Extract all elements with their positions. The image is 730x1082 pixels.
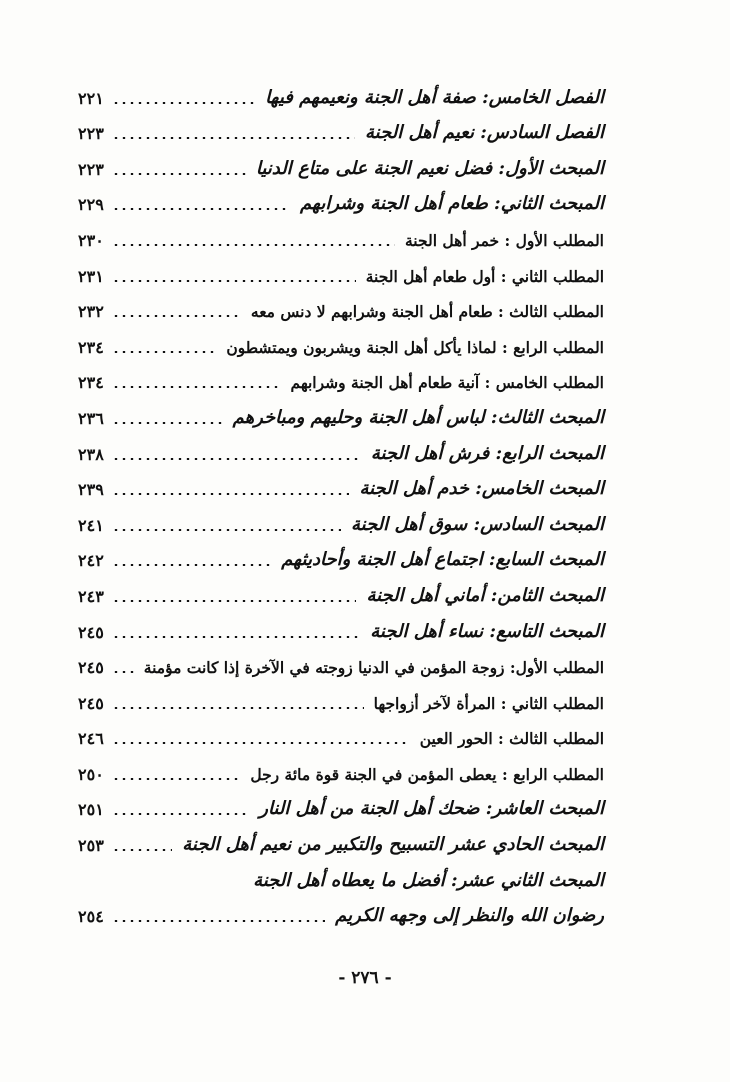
toc-page-number: ٢٢٣: [78, 124, 104, 144]
toc-page-number: ٢٥٣: [78, 836, 104, 856]
dot-leader: [112, 102, 255, 104]
toc-row[interactable]: [78, 470, 604, 506]
dot-leader: [112, 173, 246, 175]
dot-leader: [112, 386, 281, 388]
toc-row[interactable]: [78, 648, 604, 684]
dot-leader: [112, 778, 241, 780]
toc-title: رضوان الله والنظر إلى وجهه الكريم: [335, 905, 604, 927]
toc-page-number: ٢٥٤: [78, 907, 104, 927]
dot-leader: [112, 280, 356, 282]
dot-leader: [112, 458, 361, 460]
toc-title: المطلب الثاني : أول طعام أهل الجنة: [365, 266, 604, 286]
toc-row[interactable]: [78, 292, 604, 328]
toc-row[interactable]: [78, 754, 604, 790]
toc-page-number: ٢٤٥: [78, 622, 104, 642]
toc-page-number: ٢٣٩: [78, 480, 104, 500]
toc-title: المبحث العاشر: ضحك أهل الجنة من أهل النار: [259, 798, 604, 820]
toc-row[interactable]: [78, 434, 604, 470]
dot-leader: [112, 493, 350, 495]
toc-page-number: ٢٤١: [78, 515, 104, 535]
dot-leader: [112, 208, 290, 210]
toc-row[interactable]: [78, 541, 604, 577]
dot-leader: [112, 813, 249, 815]
toc-title: المبحث السابع: اجتماع أهل الجنة وأحاديثهم: [281, 549, 604, 571]
dot-leader: [112, 849, 172, 851]
toc-row[interactable]: [78, 185, 604, 221]
toc-row[interactable]: [78, 683, 604, 719]
toc-page-number: ٢٥١: [78, 800, 104, 820]
toc-title: المطلب الثالث : الحور العين: [419, 729, 604, 749]
toc-page-number: ٢٢٩: [78, 195, 104, 215]
toc-row[interactable]: [78, 719, 604, 755]
toc-row[interactable]: [78, 327, 604, 363]
toc-row[interactable]: [78, 114, 604, 150]
dot-leader: [112, 671, 134, 673]
toc-title: المبحث الحادي عشر التسبيح والتكبير من نعيم أهل الجنة: [182, 834, 604, 856]
toc-row[interactable]: [78, 363, 604, 399]
toc-page-number: ٢٤٢: [78, 551, 104, 571]
page-number-footer: - ٢٧٦ -: [338, 968, 392, 988]
dot-leader: [112, 315, 241, 317]
toc-row[interactable]: [78, 825, 604, 861]
toc-title: الفصل السادس: نعيم أهل الجنة: [365, 122, 604, 144]
dot-leader: [112, 422, 223, 424]
dot-leader: [112, 244, 395, 246]
toc-title: الفصل الخامس: صفة أهل الجنة ونعيمهم فيها: [265, 86, 604, 108]
dot-leader: [112, 529, 341, 531]
toc-page-number: ٢٢٣: [78, 159, 104, 179]
toc-title: المبحث السادس: سوق أهل الجنة: [350, 513, 604, 535]
toc-page-number: ٢٣٤: [78, 337, 104, 357]
dot-leader: [112, 920, 325, 922]
dot-leader: [112, 636, 361, 638]
toc-page-number: ٢٤٦: [78, 729, 104, 749]
toc-row[interactable]: [78, 897, 604, 933]
toc-row[interactable]: [78, 612, 604, 648]
toc-row[interactable]: [78, 576, 604, 612]
dot-leader: [112, 137, 355, 139]
toc-title: المبحث الثامن: أماني أهل الجنة: [366, 584, 604, 606]
dot-leader: [112, 707, 364, 709]
toc-title: المبحث الخامس: خدم أهل الجنة: [359, 478, 604, 500]
table-of-contents: [78, 78, 604, 932]
dot-leader: [112, 600, 357, 602]
toc-title: المطلب الأول: زوجة المؤمن في الدنيا زوجته في الآخرة إذا كانت مؤمنة: [143, 658, 604, 678]
toc-page-number: ٢٥٠: [78, 764, 104, 784]
toc-title: المطلب الأول : خمر أهل الجنة: [405, 230, 604, 250]
toc-page-number: ٢٣٤: [78, 373, 104, 393]
toc-page-number: ٢٤٣: [78, 586, 104, 606]
toc-row[interactable]: [78, 256, 604, 292]
toc-page-number: ٢٣٨: [78, 444, 104, 464]
toc-title: المطلب الرابع : يعطى المؤمن في الجنة قوة مائة رجل: [250, 764, 604, 784]
toc-title: المطلب الثاني : المرأة لآخر أزواجها: [373, 693, 604, 713]
toc-title: المبحث التاسع: نساء أهل الجنة: [370, 620, 604, 642]
toc-row[interactable]: [78, 505, 604, 541]
dot-leader: [112, 742, 410, 744]
toc-title: المبحث الرابع: فرش أهل الجنة: [370, 442, 604, 464]
toc-page-number: ٢٢١: [78, 88, 104, 108]
toc-title: المبحث الثاني: طعام أهل الجنة وشرابهم: [300, 193, 604, 215]
toc-title: المطلب الرابع : لماذا يأكل أهل الجنة ويشربون ويمتشطون: [226, 337, 604, 357]
toc-row[interactable]: [78, 790, 604, 826]
toc-row[interactable]: [78, 398, 604, 434]
toc-page-number: ٢٤٥: [78, 658, 104, 678]
toc-page-number: ٢٣١: [78, 266, 104, 286]
toc-title: المطلب الخامس : آنية طعام أهل الجنة وشرابهم: [290, 373, 604, 393]
toc-page-number: ٢٣٠: [78, 230, 104, 250]
toc-page-number: ٢٣٦: [78, 408, 104, 428]
toc-title: المبحث الثالث: لباس أهل الجنة وحليهم ومباخرهم: [232, 406, 604, 428]
toc-title: المبحث الثاني عشر: أفضل ما يعطاه أهل الجنة: [253, 869, 604, 891]
toc-row[interactable]: [78, 149, 604, 185]
toc-title: المطلب الثالث : طعام أهل الجنة وشرابهم لا دنس معه: [250, 302, 604, 322]
dot-leader: [112, 351, 217, 353]
dot-leader: [112, 564, 271, 566]
toc-row[interactable]: [78, 78, 604, 114]
toc-page-number: ٢٣٢: [78, 302, 104, 322]
toc-page-number: ٢٤٥: [78, 693, 104, 713]
toc-row[interactable]: [78, 220, 604, 256]
toc-title: المبحث الأول: فضل نعيم الجنة على متاع الدنيا: [255, 157, 604, 179]
toc-row[interactable]: [78, 861, 604, 897]
